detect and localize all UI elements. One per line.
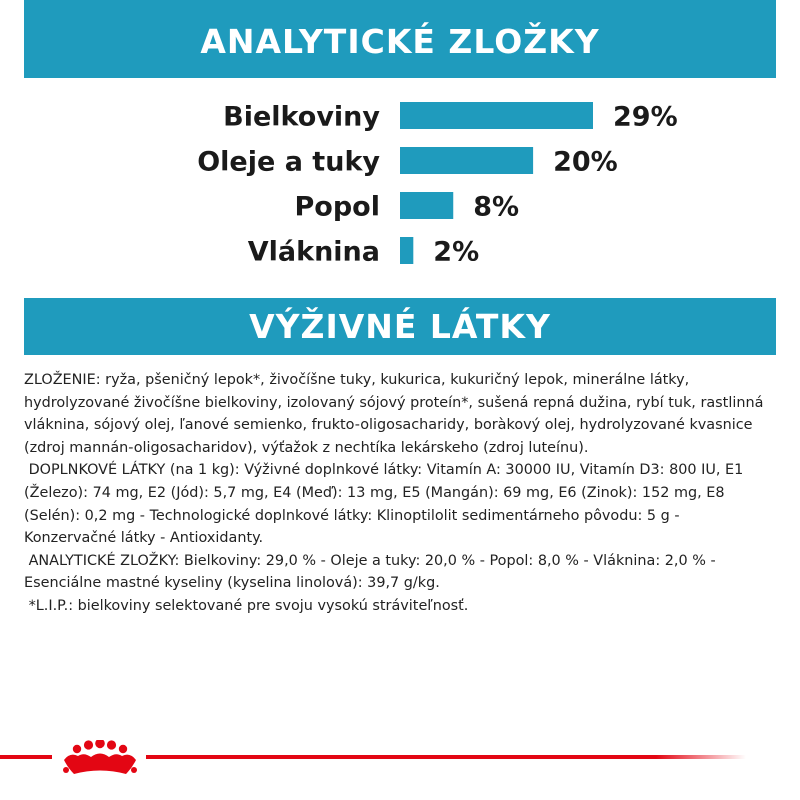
category-label: Popol bbox=[294, 191, 380, 223]
value-label: 2% bbox=[433, 236, 480, 268]
value-label: 8% bbox=[473, 191, 520, 223]
composition-paragraph: *L.I.P.: bielkoviny selektované pre svoju vysokú stráviteľnosť. bbox=[24, 597, 469, 614]
composition-text bbox=[24, 369, 776, 618]
nutritional-substances-banner bbox=[24, 298, 776, 355]
footer-line-right bbox=[146, 755, 746, 759]
composition-paragraph: ZLOŽENIE: ryža, pšeničný lepok*, živočíšne tuky, kukurica, kukuričný lepok, minerálne látky, hydrolyzované živočíšne bielkoviny, izolovaný sójový proteín*, sušená repná dužina, rybí tuk, rastlinná vláknina, sójový olej, ľanové semienko, frukto-oligosacharidy, boràkový olej, hydrolyzované kvasnice (zdroj mannán-oligosacharidov), výťažok z nechtíka lekárskeho (zdroj luteínu). bbox=[24, 372, 768, 456]
nutritional-substances-title: VÝŽIVNÉ LÁTKY bbox=[249, 307, 551, 346]
category-label: Oleje a tuky bbox=[197, 146, 380, 178]
analytical-components-banner bbox=[24, 0, 776, 78]
category-label: Bielkoviny bbox=[223, 101, 380, 133]
bar bbox=[400, 237, 413, 264]
footer-line-left bbox=[0, 755, 52, 759]
analytical-components-chart bbox=[0, 92, 800, 272]
analytical-components-title: ANALYTICKÉ ZLOŽKY bbox=[200, 21, 600, 61]
footer-brand-line bbox=[0, 740, 800, 780]
value-label: 20% bbox=[553, 146, 618, 178]
composition-paragraph: ANALYTICKÉ ZLOŽKY: Bielkoviny: 29,0 % - Oleje a tuky: 20,0 % - Popol: 8,0 % - Vláknina: 2,0 % - Esenciálne mastné kyseliny (kyselina linolová): 39,7 g/kg. bbox=[24, 552, 721, 592]
category-label: Vláknina bbox=[247, 236, 380, 268]
bar bbox=[400, 147, 533, 174]
value-label: 29% bbox=[613, 101, 678, 133]
bar bbox=[400, 102, 593, 129]
composition-paragraph: DOPLNKOVÉ LÁTKY (na 1 kg): Výživné doplnkové látky: Vitamín A: 30000 IU, Vitamín D3: 800 IU, E1 (Železo): 74 mg, E2 (Jód): 5,7 mg, E4 (Meď): 13 mg, E5 (Mangán): 69 mg, E6 (Zinok): 152 mg, E8 (Selén): 0,2 mg - Technologické doplnkové látky: Klinoptilolit sedimentárneho pôvodu: 5 g - Konzervačné látky - Antioxidanty. bbox=[24, 462, 748, 547]
bar bbox=[400, 192, 453, 219]
royal-crown-icon bbox=[63, 740, 137, 774]
